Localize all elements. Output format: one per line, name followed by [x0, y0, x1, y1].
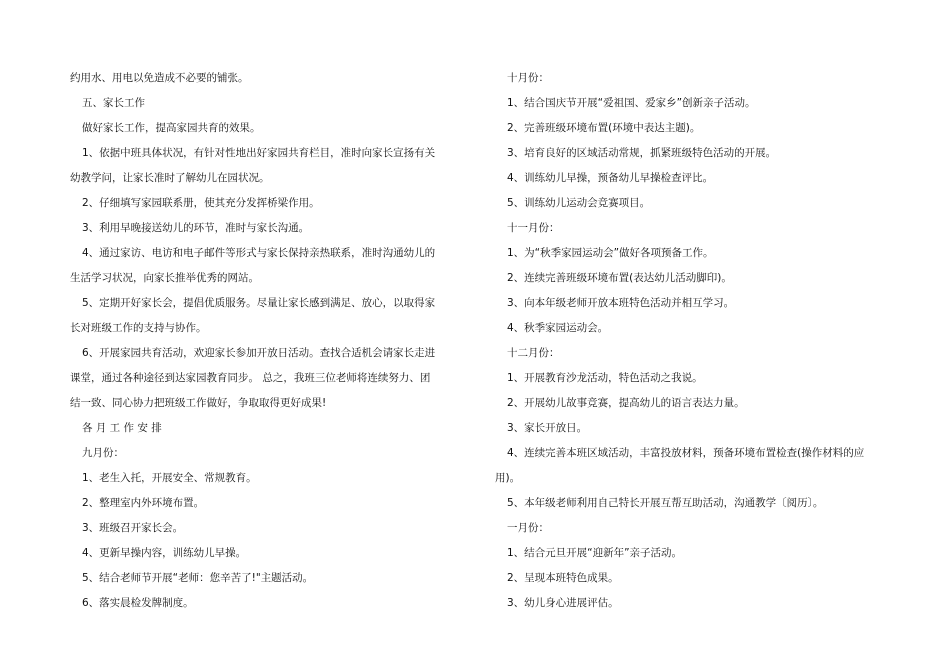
month-heading: 十一月份： — [507, 222, 560, 234]
list-item: 6、落实晨检发牌制度。 — [82, 597, 194, 609]
list-item: 1、依据中班具体状况，有针对性地出好家园共育栏目，准时向家长宣扬有关 — [82, 147, 436, 159]
right-column — [495, 66, 890, 616]
list-item: 4、更新早操内容，训练幼儿早操。 — [82, 547, 247, 559]
list-item: 3、幼儿身心进展评估。 — [507, 597, 619, 609]
list-item: 1、结合元旦开展“迎新年”亲子活动。 — [507, 547, 683, 559]
list-item: 1、为“秋季家园运动会”做好各项预备工作。 — [507, 247, 714, 259]
list-item: 3、培育良好的区域活动常规，抓紧班级特色活动的开展。 — [507, 147, 777, 159]
section-heading: 五、家长工作 — [82, 97, 145, 109]
list-item: 4、训练幼儿早操，预备幼儿早操检查评比。 — [507, 172, 714, 184]
text-line: 生活学习状况，向家长推举优秀的网站。 — [70, 272, 259, 284]
list-item: 3、班级召开家长会。 — [82, 522, 184, 534]
month-heading: 一月份： — [507, 522, 549, 534]
text-line: 课堂，通过各种途径到达家园教育同步。 总之，我班三位老师将连续努力、团 — [70, 372, 431, 384]
text-line: 结一致、同心协力把班级工作做好，争取取得更好成果! — [70, 397, 327, 409]
text-line: 约用水、用电以免造成不必要的铺张。 — [70, 72, 249, 84]
list-item: 1、老生入托，开展安全、常规教育。 — [82, 472, 257, 484]
text-line: 做好家长工作，提高家园共育的效果。 — [82, 122, 261, 134]
list-item: 5、训练幼儿运动会竞赛项目。 — [507, 197, 651, 209]
list-item: 5、定期开好家长会，提倡优质服务。尽量让家长感到满足、放心，以取得家 — [82, 297, 436, 309]
text-line: 幼教学问，让家长准时了解幼儿在园状况。 — [70, 172, 270, 184]
list-item: 1、开展教育沙龙活动，特色活动之我说。 — [507, 372, 703, 384]
list-item: 2、开展幼儿故事竞赛，提高幼儿的语言表达力量。 — [507, 397, 745, 409]
list-item: 2、呈现本班特色成果。 — [507, 572, 619, 584]
list-item: 4、秋季家园运动会。 — [507, 322, 609, 334]
list-item: 5、结合老师节开展“老师：您辛苦了!"主题活动。 — [82, 572, 314, 584]
month-heading: 九月份： — [82, 447, 124, 459]
list-item: 2、整理室内外环境布置。 — [82, 497, 205, 509]
month-heading: 十月份： — [507, 72, 549, 84]
text-line: 长对班级工作的支持与协作。 — [70, 322, 207, 334]
list-item: 2、完善班级环境布置(环境中表达主题)。 — [507, 122, 701, 134]
list-item: 2、仔细填写家园联系册，使其充分发挥桥梁作用。 — [82, 197, 320, 209]
list-item: 3、向本年级老师开放本班特色活动并相互学习。 — [507, 297, 735, 309]
text-line: 用)。 — [495, 472, 521, 484]
left-column — [70, 66, 470, 616]
list-item: 5、本年级老师利用自己特长开展互帮互助活动，沟通教学〔阅历〕。 — [507, 497, 824, 509]
list-item: 3、家长开放日。 — [507, 422, 588, 434]
list-item: 3、利用早晚接送幼儿的环节，准时与家长沟通。 — [82, 222, 310, 234]
list-item: 2、连续完善班级环境布置(表达幼儿活动脚印)。 — [507, 272, 732, 284]
list-item: 4、连续完善本班区域活动，丰富投放材料，预备环境布置检查(操作材料的应 — [507, 447, 865, 459]
month-heading: 十二月份： — [507, 347, 560, 359]
list-item: 6、开展家园共育活动，欢迎家长参加开放日活动。查找合适机会请家长走进 — [82, 347, 436, 359]
list-item: 1、结合国庆节开展“爱祖国、爱家乡”创新亲子活动。 — [507, 97, 756, 109]
section-heading: 各 月 工 作 安 排 — [82, 422, 162, 434]
list-item: 4、通过家访、电访和电子邮件等形式与家长保持亲热联系，准时沟通幼儿的 — [82, 247, 436, 259]
